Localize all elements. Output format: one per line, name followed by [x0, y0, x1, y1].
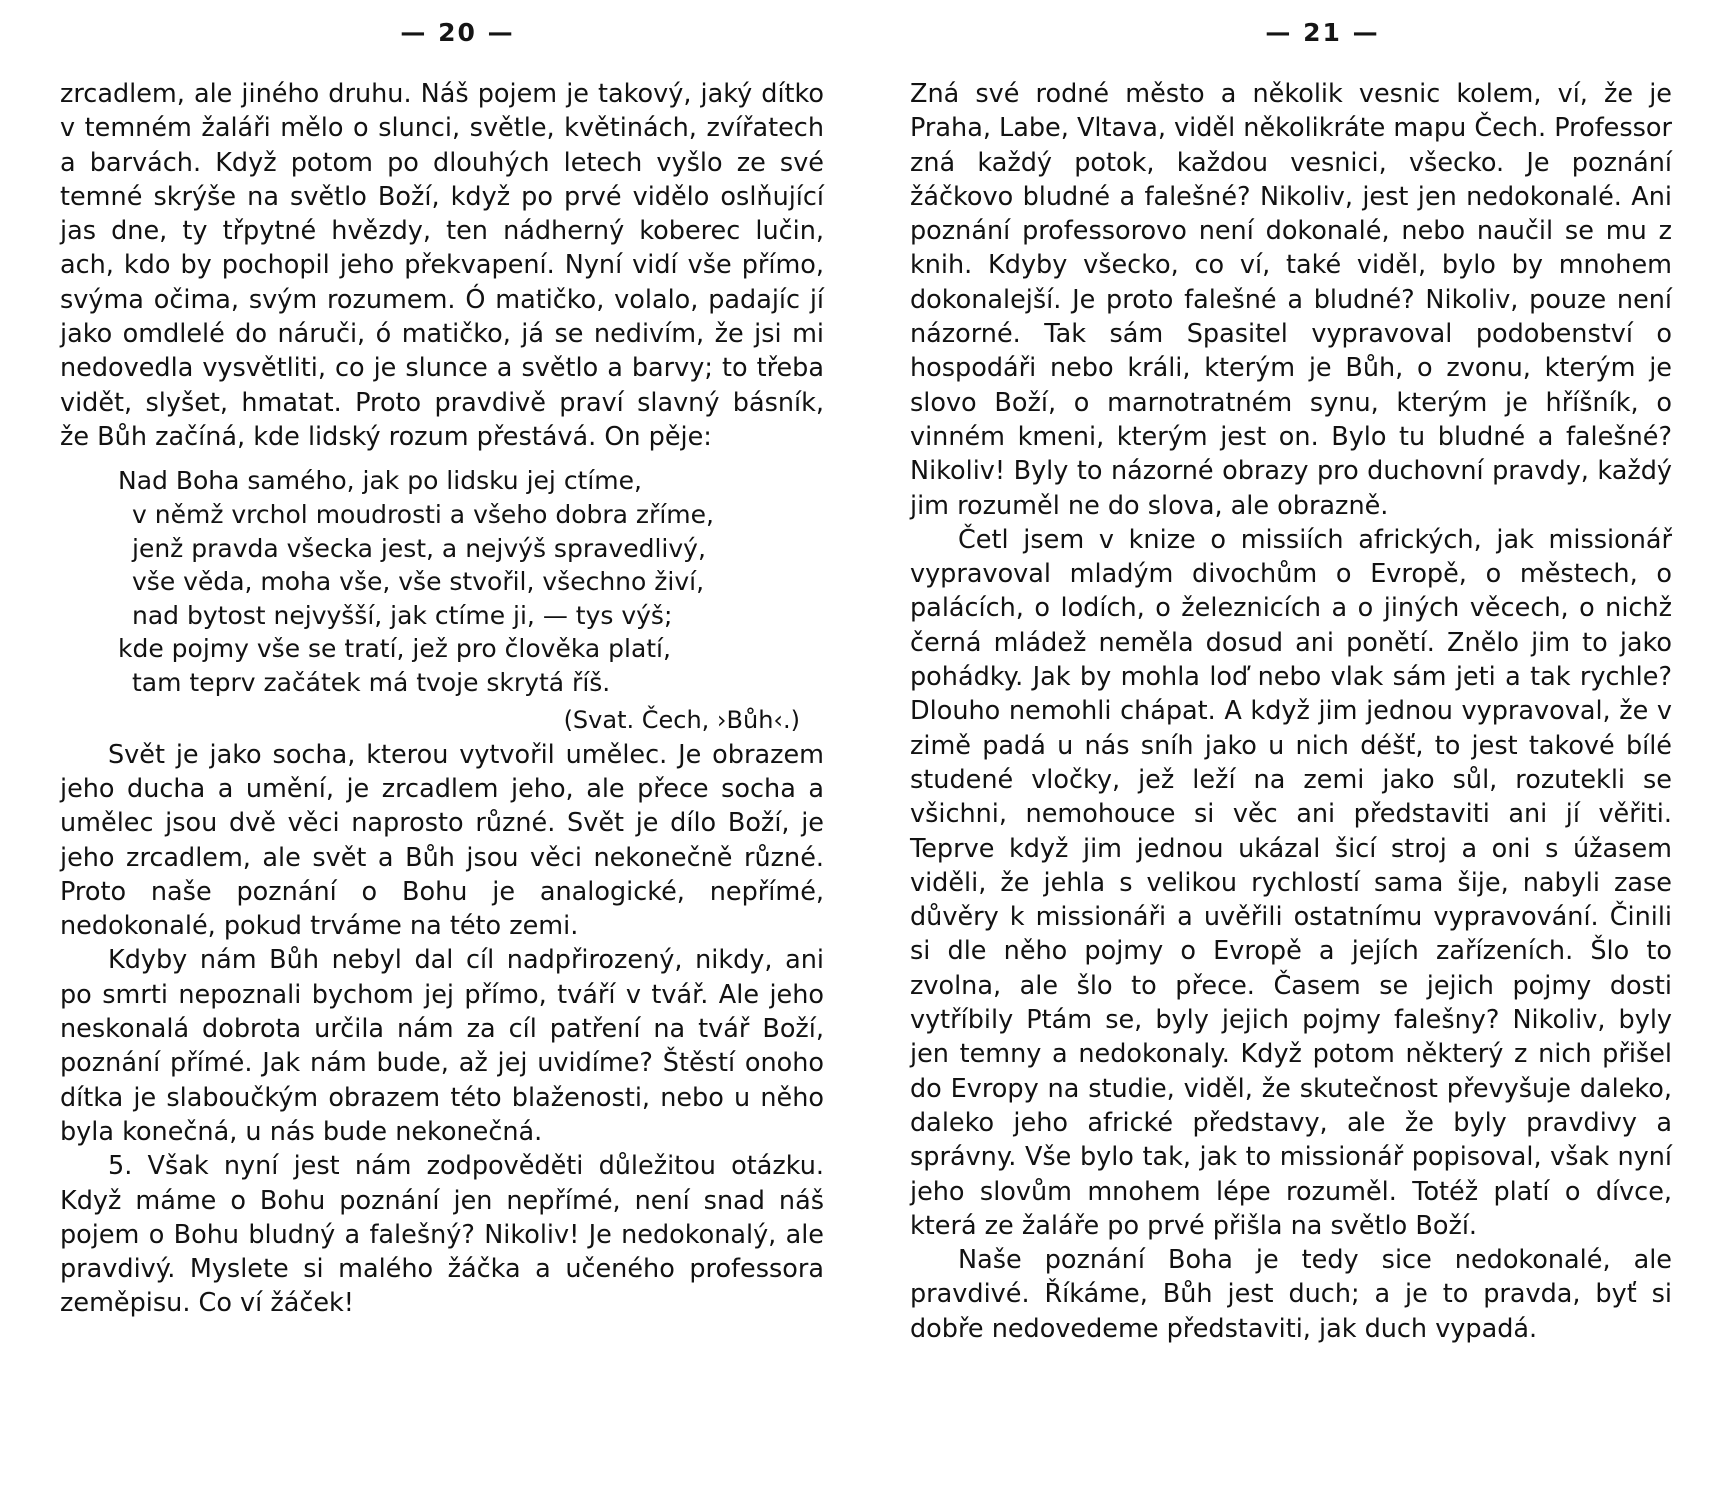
- verse-attribution: (Svat. Čech, ›Bůh‹.): [563, 705, 800, 734]
- verse-line: tam teprv začátek má tvoje skrytá říš.: [132, 668, 611, 698]
- column-left: [60, 77, 866, 1346]
- page-number-left: — 20 —: [400, 18, 515, 47]
- page-number-right: — 21 —: [1265, 18, 1380, 47]
- paragraph: Četl jsem v knize o missiích afrických, jak missionář vypravoval mladým divochům o Evropě, o městech, o palácích, o lodích, o železnicích a o jiných věcech, o nichž černá mládež neměla dosud ani ponětí. Znělo jim to jako pohádky. Jak by mohla loď nebo vlak sám jeti a tak rychle? Dlouho nemohli chápat. A když jim jednou vypravoval, že v zimě padá u nás sníh jako u nich déšť, to jest takové bílé studené vločky, jež leží na zemi jako sůl, rozutekli se všichni, nemohouce si věc ani představiti ani jí věřiti. Teprve když jim jednou ukázal šicí stroj a oni s úžasem viděli, že jehla s velikou rychlostí sama šije, nabyli zase důvěry k missionáři a uvěřili ostatnímu vypravování. Činili si dle něho pojmy o Evropě a jejích zařízeních. Šlo to zvolna, ale šlo to přece. Časem se jejich pojmy dosti vytříbily Ptám se, byly jejich pojmy falešny? Nikoliv, byly jen temny a nedokonaly. Když potom některý z nich přišel do Evropy na studie, viděl, že skutečnost převyšuje daleko, daleko jeho africké představy, ale že byly pravdivy a správny. Vše bylo tak, jak to missionář popisoval, však nyní jeho slovům mnohem lépe rozuměl. Totéž platí o dívce, která ze žaláře po prvé přišla na světlo Boží.: [910, 524, 1672, 1241]
- paragraph: Zná své rodné město a několik vesnic kolem, ví, že je Praha, Labe, Vltava, viděl několikráte mapu Čech. Professor zná každý potok, každou vesnici, všecko. Je poznání žáčkovo bludné a falešné? Nikoliv, jest jen nedokonalé. Ani poznání professorovo není dokonalé, nebo naučil se mu z knih. Kdyby všecko, co ví, také viděl, bylo by mnohem dokonalejší. Je proto falešné a bludné? Nikoliv, pouze není názorné. Tak sám Spasitel vypravoval podobenství o hospodáři nebo králi, kterým je Bůh, o zvonu, kterým je slovo Boží, o marnotratném synu, kterým je hříšník, o vinném kmeni, kterým jest on. Bylo tu bludné a falešné? Nikoliv! Byly to názorné obrazy pro duchovní pravdy, každý jim rozuměl ne do slova, ale obrazně.: [910, 79, 1673, 521]
- verse-line: v němž vrchol moudrosti a všeho dobra zříme,: [132, 499, 714, 529]
- verse-line: kde pojmy vše se tratí, jež pro člověka platí,: [118, 634, 671, 664]
- verse-line: nad bytost nejvyšší, jak ctíme ji, — tys výš;: [132, 600, 673, 630]
- text-columns: [0, 47, 1720, 1346]
- verse-line: vše věda, moha vše, vše stvořil, všechno živí,: [132, 567, 705, 597]
- verse-line: jenž pravda všecka jest, a nejvýš spravedlivý,: [132, 533, 706, 563]
- paragraph: zrcadlem, ale jiného druhu. Náš pojem je takový, jaký dítko v temném žaláři mělo o slunci, světle, květinách, zvířatech a barvách. Když potom po dlouhých letech vyšlo ze své temné skrýše na světlo Boží, když po prvé vidělo oslňující jas dne, ty třpytné hvězdy, ten nádherný koberec lučin, ach, kdo by pochopil jeho překvapení. Nyní vidí vše přímo, svýma očima, svým rozumem. Ó matičko, volalo, padajíc jí jako omdlelé do náruči, ó matičko, já se nedivím, že jsi mi nedovedla vysvětliti, co je slunce a světlo a barvy; to třeba vidět, slyšet, hmatat. Proto pravdivě praví slavný básník, že Bůh začíná, kde lidský rozum přestává. On pěje:: [60, 79, 824, 452]
- paragraph: 5. Však nyní jest nám zodpověděti důležitou otázku. Když máme o Bohu poznání jen nepřímé, není snad náš pojem o Bohu bludný a falešný? Nikoliv! Je nedokonalý, ale pravdivý. Myslete si malého žáčka a učeného professora zeměpisu. Co ví žáček!: [60, 1151, 824, 1319]
- folio-row: [0, 0, 1720, 47]
- verse-line: Nad Boha samého, jak po lidsku jej ctíme,: [118, 466, 642, 496]
- verse-block: [60, 464, 824, 699]
- paragraph: Naše poznání Boha je tedy sice nedokonalé, ale pravdivé. Říkáme, Bůh jest duch; a je to pravda, byť si dobře nedovedeme představiti, jak duch vypadá.: [910, 1245, 1672, 1344]
- column-right: [866, 77, 1672, 1346]
- paragraph: Kdyby nám Bůh nebyl dal cíl nadpřirozený, nikdy, ani po smrti nepoznali bychom jej přímo, tváří v tvář. Ale jeho neskonalá dobrota určila nám za cíl patření na tvář Boží, poznání přímé. Jak nám bude, až jej uvidíme? Štěstí onoho dítka je slaboučkým obrazem této blaženosti, nebo u něho byla konečná, u nás bude nekonečná.: [60, 945, 824, 1147]
- paragraph: Svět je jako socha, kterou vytvořil umělec. Je obrazem jeho ducha a umění, je zrcadlem jeho, ale přece socha a umělec jsou dvě věci naprosto různé. Svět je dílo Boží, je jeho zrcadlem, ale svět a Bůh jsou věci nekonečně různé. Proto naše poznání o Bohu je analogické, nepřímé, nedokonalé, pokud trváme na této zemi.: [60, 739, 824, 942]
